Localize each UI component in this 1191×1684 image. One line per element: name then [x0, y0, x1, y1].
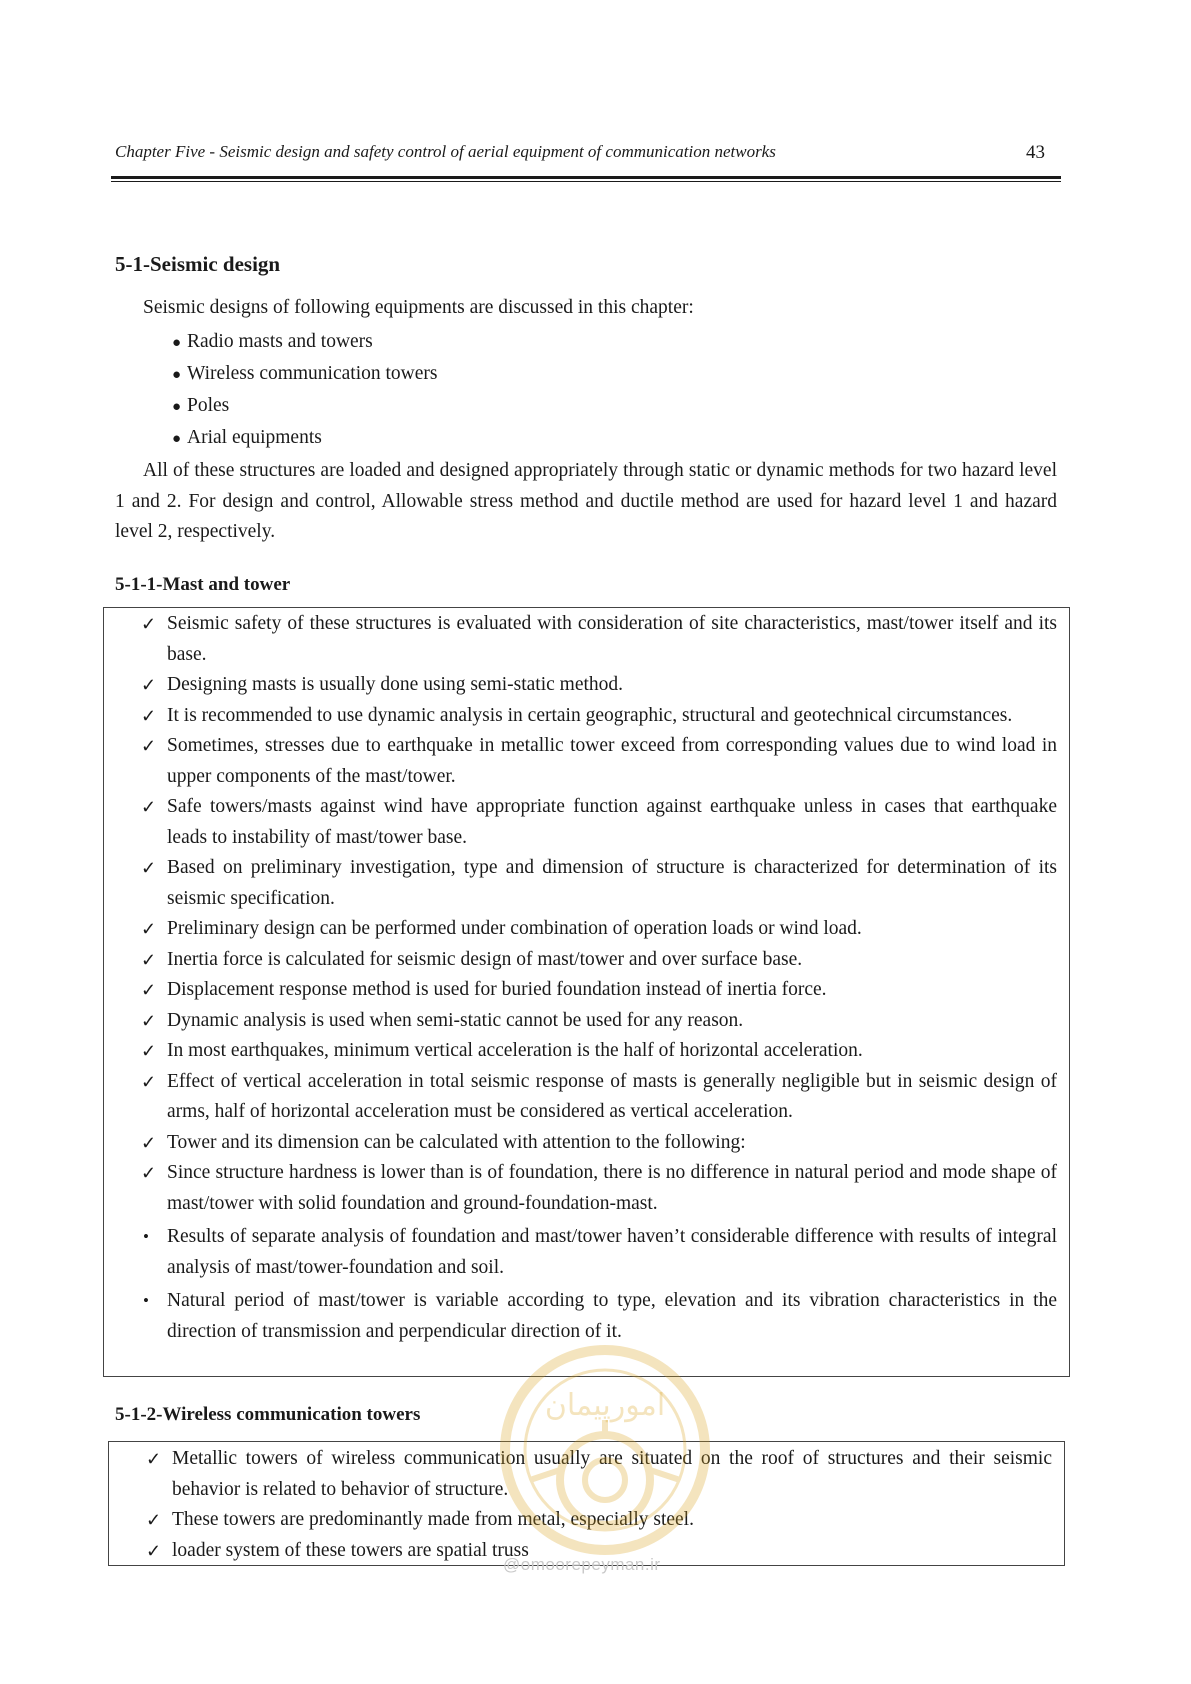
- header-rule-thin: [111, 181, 1061, 182]
- list-item: [104, 945, 1069, 976]
- bullet-icon: ●: [172, 431, 182, 447]
- checkmark-icon: ✓: [141, 1071, 157, 1092]
- checkmark-icon: ✓: [141, 919, 157, 939]
- checkmark-icon: ✓: [146, 1449, 162, 1469]
- checkmark-icon: ✓: [141, 1132, 157, 1153]
- checkmark-icon: ✓: [141, 1010, 157, 1031]
- list-item-text: Based on preliminary investigation, type and dimension of structure is characterized for determination of its seismic specification.: [167, 857, 1057, 909]
- section-intro: Seismic designs of following equipments are discussed in this chapter:: [143, 297, 694, 318]
- subsection-title-wireless: 5-1-2-Wireless communication towers: [115, 1404, 421, 1425]
- list-item-text: Sometimes, stresses due to earthquake in metallic tower exceed from corresponding values due to wind load in upper components of the mast/tower.: [167, 735, 1057, 787]
- checkmark-icon: ✓: [146, 1510, 162, 1530]
- wireless-box: [108, 1441, 1065, 1566]
- list-item-text: Metallic towers of wireless communication usually are situated on the roof of structures and their seismic behavior is related to behavior of structure.: [172, 1448, 1052, 1500]
- checkmark-icon: ✓: [141, 1163, 157, 1183]
- list-item-text: Designing masts is usually done using semi-static method.: [167, 674, 624, 695]
- list-item-text: Dynamic analysis is used when semi-static cannot be used for any reason.: [167, 1009, 744, 1031]
- list-item: ● Wireless communication towers: [172, 361, 437, 393]
- checkmark-icon: ✓: [141, 705, 157, 726]
- list-item: [104, 609, 1069, 670]
- list-item: [104, 1006, 1069, 1037]
- list-item-text: Tower and its dimension can be calculated with attention to the following:: [167, 1131, 746, 1153]
- list-item-text: Inertia force is calculated for seismic design of mast/tower and over surface base.: [167, 948, 803, 970]
- list-item-text: Seismic safety of these structures is evaluated with consideration of site characteristics, mast/tower itself and its base.: [167, 613, 1057, 665]
- section-title: 5-1-Seismic design: [115, 252, 281, 276]
- subsection-title-mast-tower: 5-1-1-Mast and tower: [115, 574, 291, 595]
- list-item: [104, 914, 1069, 945]
- checkmark-icon: ✓: [141, 949, 157, 970]
- list-item-text: These towers are predominantly made from metal, especially steel.: [172, 1509, 694, 1530]
- list-item-text: Displacement response method is used for buried foundation instead of inertia force.: [167, 979, 827, 1000]
- list-item: [104, 1036, 1069, 1067]
- mast-tower-list: [104, 609, 1069, 1347]
- list-item-text: Safe towers/masts against wind have appropriate function against earthquake unless in cases that earthquake leads to instability of mast/tower base.: [167, 796, 1057, 848]
- bullet-icon: ●: [172, 367, 182, 383]
- running-title: Chapter Five - Seismic design and safety control of aerial equipment of communication networks: [115, 142, 776, 161]
- list-item-text: It is recommended to use dynamic analysis in certain geographic, structural and geotechnical circumstances.: [167, 704, 1013, 726]
- list-item: [104, 792, 1069, 853]
- list-item: [104, 1286, 1069, 1347]
- list-item: [104, 670, 1069, 701]
- checkmark-icon: ✓: [141, 980, 157, 1000]
- checkmark-icon: ✓: [141, 1041, 157, 1061]
- checkmark-icon: ✓: [141, 614, 157, 634]
- running-header: [115, 142, 1045, 172]
- checkmark-icon: ✓: [141, 797, 157, 817]
- list-item-text: loader system of these towers are spatial truss: [172, 1539, 529, 1561]
- bullet-icon: ●: [172, 335, 182, 351]
- list-item: [109, 1505, 1064, 1536]
- list-item: [104, 1067, 1069, 1128]
- list-item-text: Results of separate analysis of foundation and mast/tower haven’t considerable difference with results of integral analysis of mast/tower-foundation and soil.: [167, 1226, 1057, 1278]
- mast-tower-box: [103, 607, 1070, 1377]
- list-item: [104, 853, 1069, 914]
- list-item: [104, 701, 1069, 732]
- list-item-text: Effect of vertical acceleration in total seismic response of masts is generally negligible but in seismic design of arms, half of horizontal acceleration must be considered as vertical acceleration.: [167, 1070, 1057, 1122]
- equipment-list: [172, 329, 437, 457]
- list-item: ● Arial equipments: [172, 425, 437, 457]
- list-item: [109, 1444, 1064, 1505]
- list-item: [104, 1158, 1069, 1219]
- bullet-icon: •: [143, 1291, 149, 1310]
- checkmark-icon: ✓: [141, 675, 157, 695]
- wireless-list: [109, 1444, 1064, 1566]
- list-item-text: Natural period of mast/tower is variable according to type, elevation and its vibration characteristics in the direction of transmission and perpendicular direction of it.: [167, 1290, 1057, 1342]
- bullet-icon: ●: [172, 399, 182, 415]
- list-item-text: Preliminary design can be performed under combination of operation loads or wind load.: [167, 918, 862, 939]
- page-number: 43: [1026, 142, 1045, 163]
- bullet-icon: •: [143, 1227, 149, 1246]
- watermark-logo-text: امورپیمان: [544, 1388, 666, 1423]
- list-item: [104, 975, 1069, 1006]
- list-item: [104, 1128, 1069, 1159]
- list-item: ● Poles: [172, 393, 437, 425]
- checkmark-icon: ✓: [141, 736, 157, 756]
- list-item: [104, 731, 1069, 792]
- watermark-url: @omoorepeyman.ir: [503, 1555, 661, 1574]
- list-item: ● Radio masts and towers: [172, 329, 437, 361]
- list-item-text: Since structure hardness is lower than is of foundation, there is no difference in natural period and mode shape of mast/tower with solid foundation and ground-foundation-mast.: [167, 1162, 1057, 1214]
- checkmark-icon: ✓: [146, 1540, 162, 1561]
- section-paragraph: All of these structures are loaded and designed appropriately through static or dynamic methods for two hazard level 1 and 2. For design and control, Allowable stress method and ductile method are used for hazard level 1 and hazard level 2, respectively.: [115, 460, 1057, 542]
- checkmark-icon: ✓: [141, 858, 157, 878]
- list-item: [104, 1222, 1069, 1283]
- header-rule-thick: [111, 176, 1061, 179]
- list-item-text: In most earthquakes, minimum vertical acceleration is the half of horizontal acceleration.: [167, 1040, 863, 1061]
